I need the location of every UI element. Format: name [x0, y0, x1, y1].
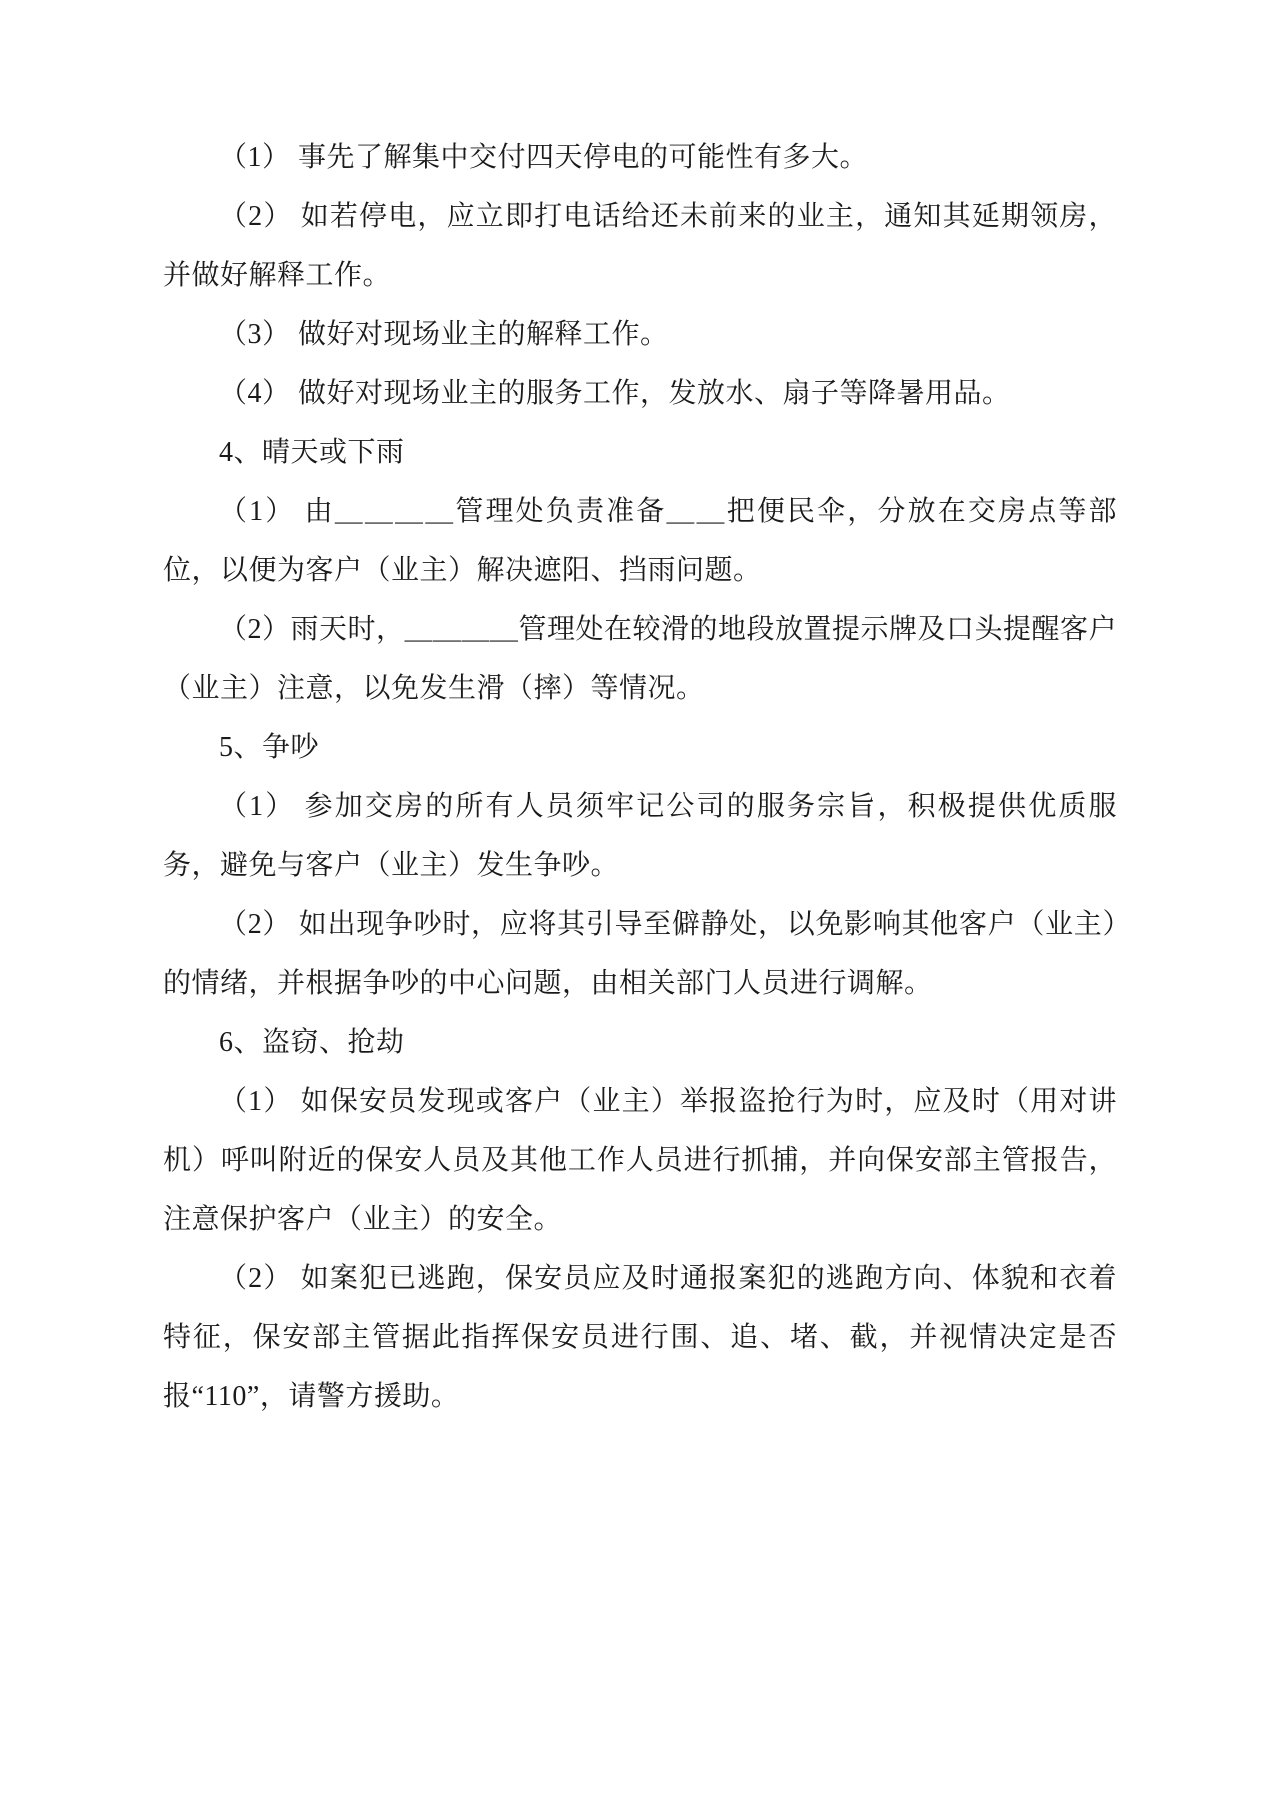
section-heading: 5、争吵	[219, 732, 320, 763]
paragraph: （2）雨天时，＿＿＿＿管理处在较滑的地段放置提示牌及口头提醒客户（业主）注意，以免发生滑（摔）等情况。	[163, 614, 1118, 704]
paragraph: （1） 由＿＿＿＿管理处负责准备＿＿把便民伞，分放在交房点等部位，以便为客户（业主）解决遮阳、挡雨问题。	[163, 496, 1117, 586]
paragraph: （1） 事先了解集中交付四天停电的可能性有多大。	[219, 142, 869, 173]
paragraph: （1） 如保安员发现或客户（业主）举报盗抢行为时，应及时（用对讲机）呼叫附近的保安人员及其他工作人员进行抓捕，并向保安部主管报告，注意保护客户（业主）的安全。	[163, 1086, 1117, 1235]
paragraph: （2） 如出现争吵时，应将其引导至僻静处，以免影响其他客户（业主）的情绪，并根据争吵的中心问题，由相关部门人员进行调解。	[163, 909, 1117, 999]
paragraph: （2） 如案犯已逃跑，保安员应及时通报案犯的逃跑方向、体貌和衣着特征，保安部主管据此指挥保安员进行围、追、堵、截，并视情决定是否报“110”，请警方援助。	[163, 1263, 1117, 1412]
section-heading: 6、盗窃、抢劫	[219, 1027, 405, 1058]
paragraph: （2） 如若停电，应立即打电话给还未前来的业主，通知其延期领房，并做好解释工作。	[163, 201, 1117, 291]
paragraph: （1） 参加交房的所有人员须牢记公司的服务宗旨，积极提供优质服务，避免与客户（业主）发生争吵。	[163, 791, 1117, 881]
section-heading: 4、晴天或下雨	[219, 437, 405, 468]
paragraph: （4） 做好对现场业主的服务工作，发放水、扇子等降暑用品。	[219, 378, 1011, 409]
document-body	[163, 128, 1117, 1426]
paragraph: （3） 做好对现场业主的解释工作。	[219, 319, 669, 350]
